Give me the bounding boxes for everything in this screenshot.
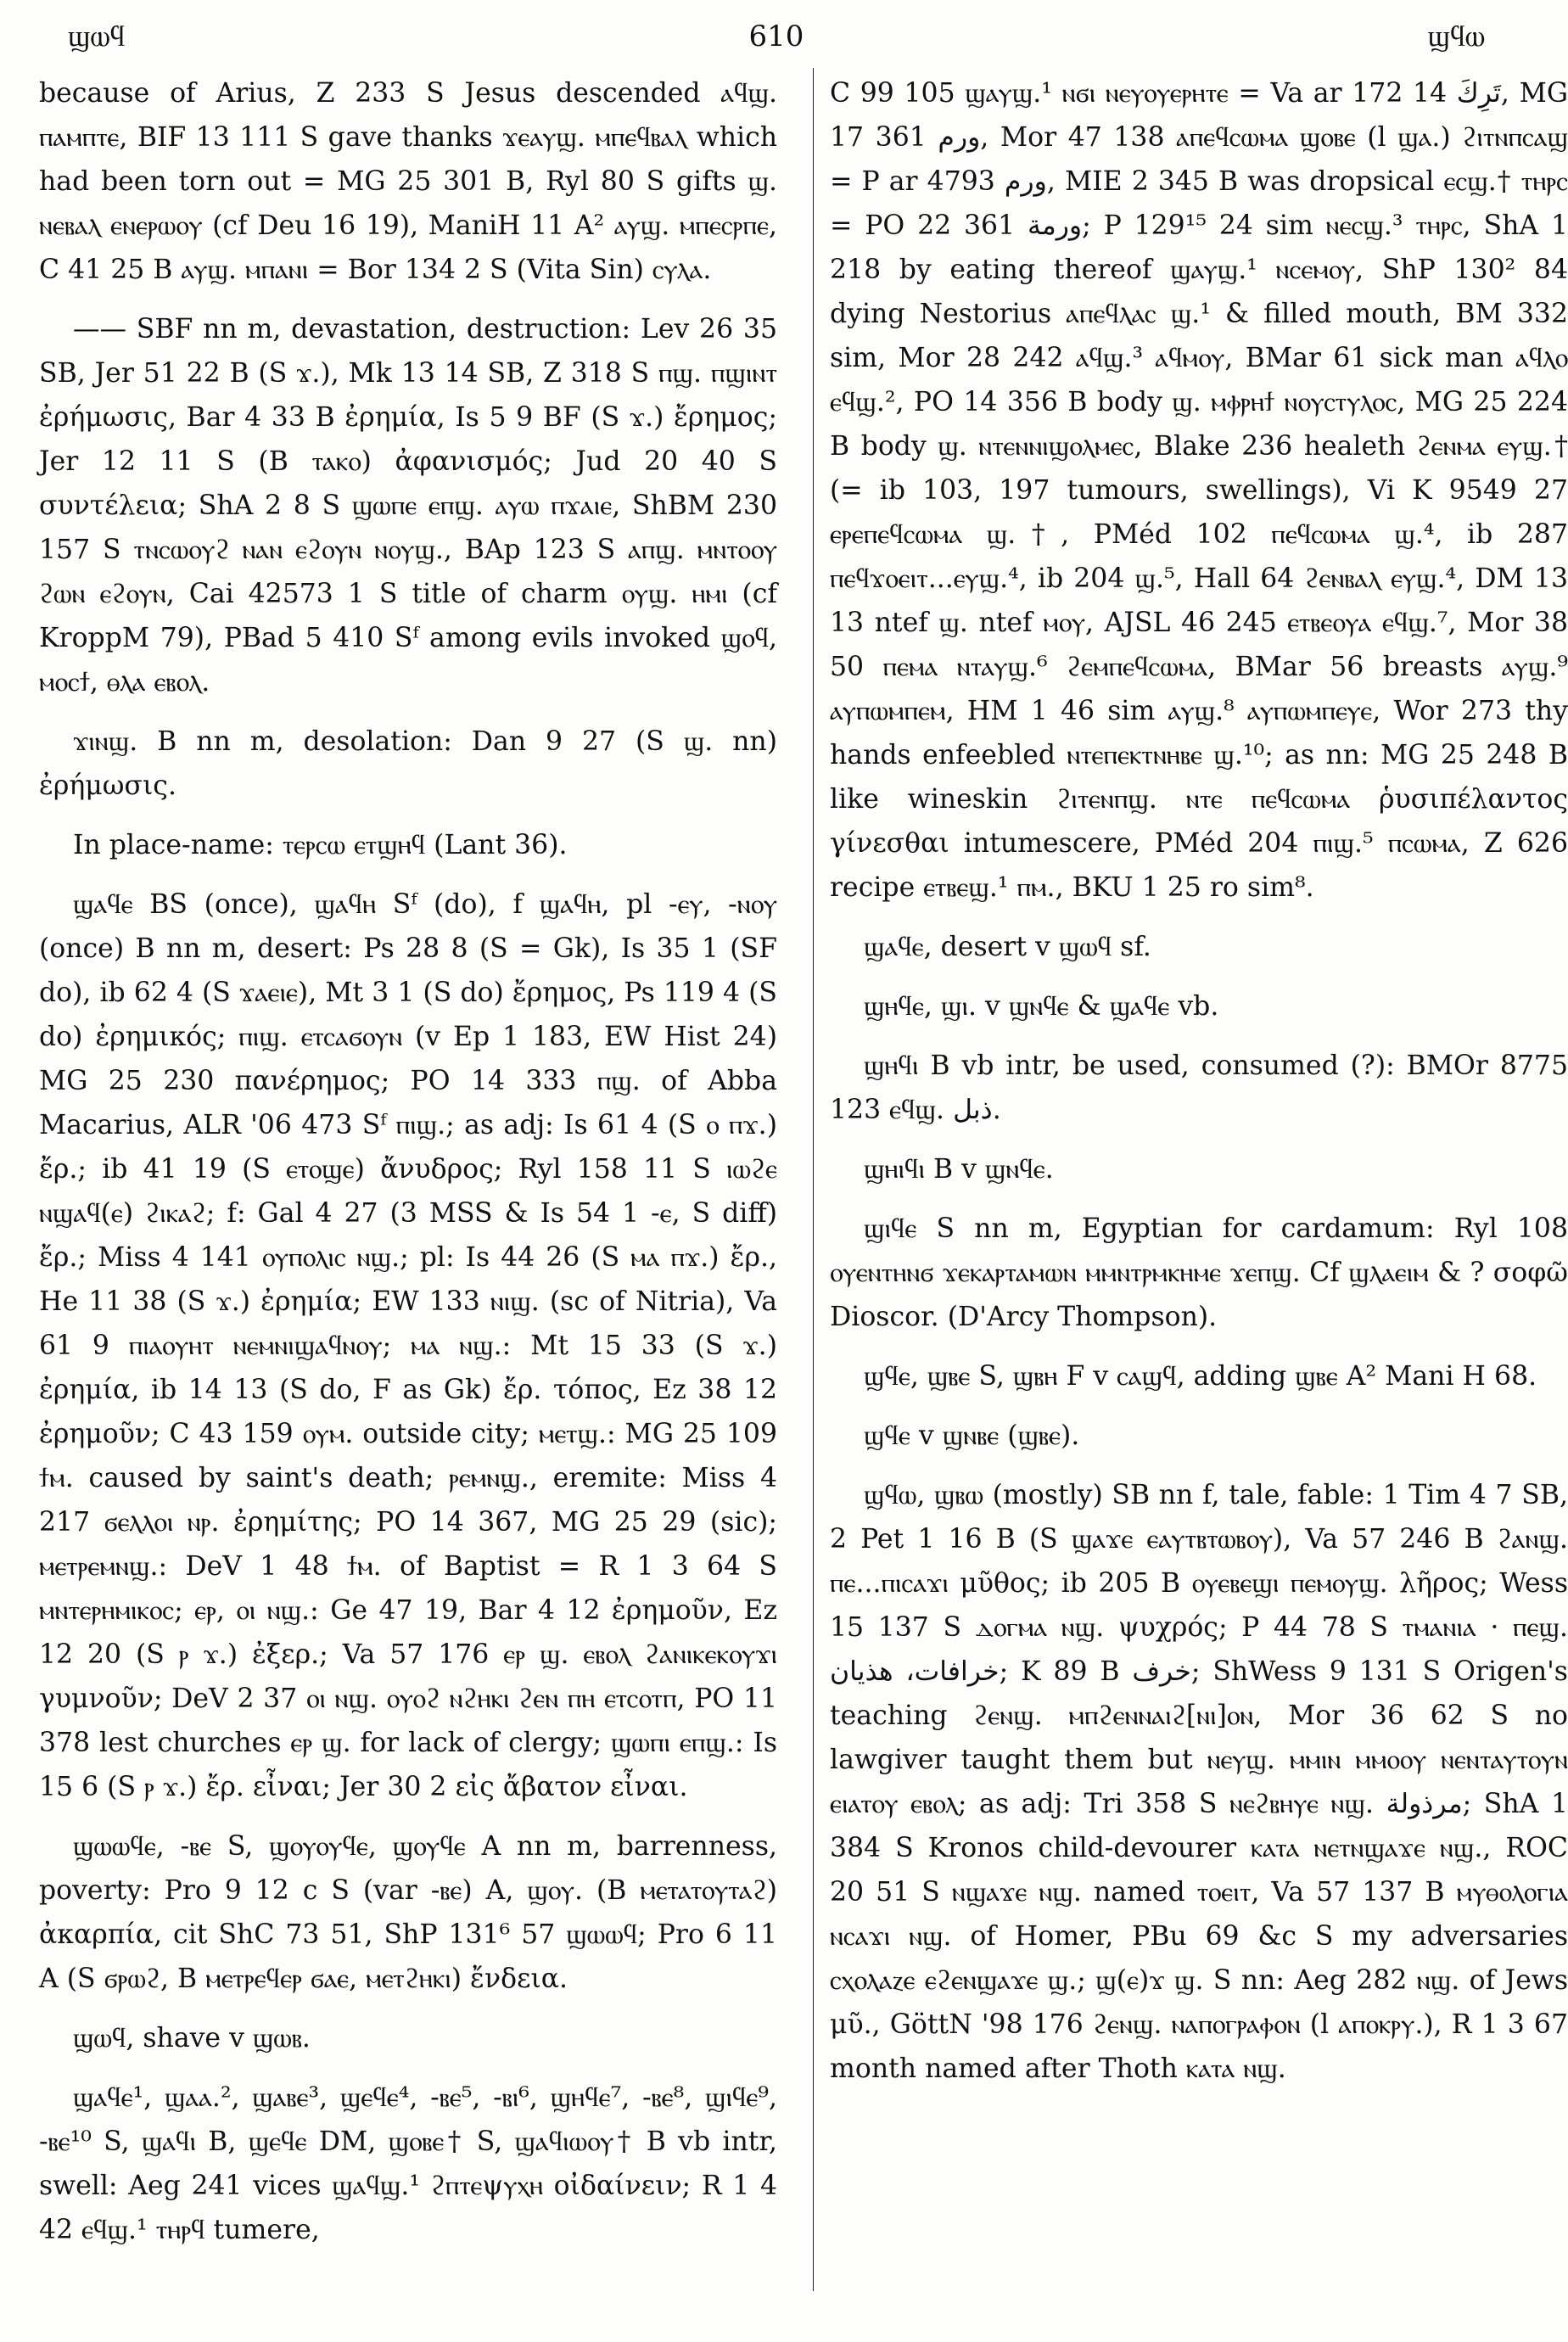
entry-text: ϣⲏϥⲓ B vb intr, be used, consumed (?): BMOr 8775 123 ⲉϥϣ. ذبل. [830,1051,1568,1125]
entry-text: In place-name: ⲧⲉⲣⲥⲱ ⲉⲧϣⲏϥ (Lant 36). [73,830,568,860]
entry-text: ϫⲓⲛϣ. B nn m, desolation: Dan 9 27 (S ϣ. nn) ἐρήμωσις. [39,726,777,801]
entry-text: ϣⲏϥⲉ, ϣⲓ. v ϣⲛϥⲉ & ϣⲁϥⲉ vb. [864,991,1219,1022]
entry-text: ϣⲁϥⲉ¹, ϣⲁⲁ.², ϣⲁⲃⲉ³, ϣⲉϥⲉ⁴, -ⲃⲉ⁵, -ⲃⲓ⁶, ϣⲏϥⲉ⁷, -ⲃⲉ⁸, ϣⲓϥⲉ⁹, -ⲃⲉ¹⁰ S, ϣⲁϥⲓ B, ϣⲉϥⲉ DM, ϣⲟⲃⲉ† S, ϣⲁϥⲓⲱⲟⲩ† B vb intr, swell: Aeg 241 vices ϣⲁϥϣ.¹ ϩⲡⲧⲉψⲩⲭⲏ οἰδαίνειν; R 1 4 42 ⲉϥϣ.¹ ⲧⲏⲣϥ tumere, [39,2082,777,2245]
entry-text: ϣϥⲉ v ϣⲛⲃⲉ (ϣⲃⲉ). [864,1420,1080,1451]
entry-text: ϣⲏⲓϥⲓ B v ϣⲛϥⲉ. [864,1154,1054,1185]
entry-text: ϣϥⲉ, ϣⲃⲉ S, ϣⲃⲏ F v ⲥⲁϣϥ, adding ϣⲃⲉ A² Mani H 68. [864,1361,1537,1392]
entry-text: ϣⲁϥⲉ BS (once), ϣⲁϥⲏ Sᶠ (do), f ϣⲁϥⲏ, pl -ⲉⲩ, -ⲛⲟⲩ (once) B nn m, desert: Ps 28 8 (S = Gk), Is 35 1 (SF do), ib 62 4 (S ϫⲁⲉⲓⲉ), Mt 3 1 (S do) ἔρημος, Ps 119 4 (S do) ἐρημικός; ⲡⲓϣ. ⲉⲧⲥⲁϭⲟⲩⲛ (v Ep 1 183, EW Hist 24) MG 25 230 πανέρημος; PO 14 333 ⲡϣ. of Abba Macarius, ALR '06 473 Sᶠ ⲡⲓϣ.; as adj: Is 61 4 (S ⲟ ⲡϫ.) ἔρ.; ib 41 19 (S ⲉⲧⲟϣⲉ) ἄνυδρος; Ryl 158 11 S ⲓⲱϩⲉ ⲛϣⲁϥ(ⲉ) ϩⲓⲕⲁϩ; f: Gal 4 27 (3 MSS & Is 54 1 -ⲉ, S diff) ἔρ.; Miss 4 141 ⲟⲩⲡⲟⲗⲓⲥ ⲛϣ.; pl: Is 44 26 (S ⲙⲁ ⲡϫ.) ἔρ., He 11 38 (S ϫ.) ἐρημία; EW 133 ⲛⲓϣ. (sc of Nitria), Va 61 9 ⲡⲓⲁⲟⲩⲏⲧ ⲛⲉⲙⲛⲓϣⲁϥⲛⲟⲩ; ⲙⲁ ⲛϣ.: Mt 15 33 (S ϫ.) ἐρημία, ib 14 13 (S do, F as Gk) ἔρ. τόπος, Ez 38 12 ἐρημοῦν; C 43 159 ⲟⲩⲙ. outside city; ⲙⲉⲧϣ.: MG 25 109 ϯⲙ. caused by saint's death; ⲣⲉⲙⲛϣ., eremite: Miss 4 217 ϭⲉⲗⲗⲟⲓ ⲛⲣ. ἐρημίτης; PO 14 367, MG 25 29 (sic); ⲙⲉⲧⲣⲉⲙⲛϣ.: DeV 1 48 ϯⲙ. of Baptist = R 1 3 64 S ⲙⲛⲧⲉⲣⲏⲙⲓⲕⲟⲥ; ⲉⲣ, ⲟⲓ ⲛϣ.: Ge 47 19, Bar 4 12 ἐρημοῦν, Ez 12 20 (S ⲣ ϫ.) ἐξερ.; Va 57 176 ⲉⲣ ϣ. ⲉⲃⲟⲗ ϩⲁⲛⲓⲕⲉⲕⲟⲩϫⲓ γυμνοῦν; DeV 2 37 ⲟⲓ ⲛϣ. ⲟⲩⲟϩ ⲛϩⲏⲕⲓ ϩⲉⲛ ⲡⲏ ⲉⲧⲥⲟⲧⲡ, PO 11 378 lest churches ⲉⲣ ϣ. for lack of clergy; ϣⲱⲡⲓ ⲉⲡϣ.: Is 15 6 (S ⲣ ϫ.) ἔρ. εἶναι; Jer 30 2 εἰς ἄβατον εἶναι. [39,889,777,1802]
entry-text: ϣⲱϥ, shave v ϣⲱⲃ. [73,2023,311,2053]
entry-text: ϣⲓϥⲉ S nn m, Egyptian for cardamum: Ryl 108 ⲟⲩⲉⲛⲧⲏⲛϭ ϫⲉⲕⲁⲣⲧⲁⲙⲱⲛ ⲙⲙⲛⲧⲣⲙⲕⲏⲙⲉ ϫⲉⲡϣ. Cf ϣⲗⲁⲉⲓⲙ & ? σοφῶ Dioscor. (D'Arcy Thompson). [830,1213,1568,1332]
entry-text: —— SBF nn m, devastation, destruction: Lev 26 35 SB, Jer 51 22 B (S ϫ.), Mk 13 14 SB, Z 318 S ⲡϣ. ⲡϣⲓⲛⲧ ἐρήμωσις, Bar 4 33 B ἐρημία, Is 5 9 BF (S ϫ.) ἔρημος; Jer 12 11 S (B ⲧⲁⲕⲟ) ἀφανισμός; Jud 20 40 S συντέλεια; ShA 2 8 S ϣⲱⲡⲉ ⲉⲡϣ. ⲁⲩⲱ ⲡϫⲁⲓⲉ, ShBM 230 157 S ⲧⲛⲥⲱⲟⲩϩ ⲛⲁⲛ ⲉϩⲟⲩⲛ ⲛⲟⲩϣ., BAp 123 S ⲁⲡϣ. ⲙⲛⲧⲟⲟⲩ ϩⲱⲛ ⲉϩⲟⲩⲛ, Cai 42573 1 S title of charm ⲟⲩϣ. ⲏⲙⲓ (cf KroppM 79), PBad 5 410 Sᶠ among evils invoked ϣⲟϥ, ⲙⲟⲥϯ, ⲑⲗⲁ ⲉⲃⲟⲗ. [39,314,777,698]
entry-text: because of Arius, Z 233 S Jesus descended ⲁϥϣ. ⲡⲁⲙⲡⲧⲉ, BIF 13 111 S gave thanks ϫⲉⲁⲩϣ. ⲙⲡⲉϥⲃⲁⲗ which had been torn out = MG 25 301 B, Ryl 80 S gifts ϣ. ⲛⲉⲃⲁⲗ ⲉⲛⲉⲣⲱⲟⲩ (cf Deu 16 19), ManiH 11 A² ⲁⲩϣ. ⲙⲡⲉⲥⲣⲡⲉ, C 41 25 B ⲁⲩϣ. ⲙⲡⲁⲛⲓ = Bor 134 2 S (Vita Sin) ⲥⲩⲗⲁ. [39,78,777,285]
entry-text: ϣⲁϥⲉ, desert v ϣⲱϥ sf. [864,932,1151,962]
running-head-right: ϣϥⲱ [1427,20,1485,53]
page-number: 610 [748,20,804,53]
entry-text: ϣⲱⲱϥⲉ, -ⲃⲉ S, ϣⲟⲩⲟⲩϥⲉ, ϣⲟⲩϥⲉ A nn m, barrenness, poverty: Pro 9 12 c S (var -ⲃⲉ) A, ϣⲟⲩ. (B ⲙⲉⲧⲁⲧⲟⲩⲧⲁϩ) ἀκαρπία, cit ShC 73 51, ShP 131⁶ 57 ϣⲱⲱϥ; Pro 6 11 A (S ϭⲣⲱϩ, B ⲙⲉⲧⲣⲉϥⲉⲣ ϭⲁⲉ, ⲙⲉⲧϩⲏⲕⲓ) ἔνδεια. [39,1831,777,1994]
running-head-left: ϣⲱϥ [68,20,126,53]
right-column [830,71,1568,2106]
column-divider [813,68,814,2291]
left-column [39,71,777,2267]
entry-text: C 99 105 ϣⲁⲩϣ.¹ ⲛϭⲓ ⲛⲉⲩⲟⲩⲉⲣⲏⲧⲉ = Va ar 172 14 تَرِكَ, MG 17 361 ورم, Mor 47 138 ⲁⲡⲉϥⲥⲱⲙⲁ ϣⲟⲃⲉ (l ϣⲁ.) ϩⲓⲧⲛⲡⲥⲁϣ = P ar 4793 ورم, MIE 2 345 B was dropsical ⲉⲥϣ.† ⲧⲏⲣⲥ = PO 22 361 ورمة; P 129¹⁵ 24 sim ⲛⲉⲥϣ.³ ⲧⲏⲣⲥ, ShA 1 218 by eating thereof ϣⲁⲩϣ.¹ ⲛⲥⲉⲙⲟⲩ, ShP 130² 84 dying Nestorius ⲁⲡⲉϥⲗⲁⲥ ϣ.¹ & filled mouth, BM 332 sim, Mor 28 242 ⲁϥϣ.³ ⲁϥⲙⲟⲩ, BMar 61 sick man ⲁϥⲗⲟ ⲉϥϣ.², PO 14 356 B body ϣ. ⲙⲫⲣⲏϯ ⲛⲟⲩⲥⲧⲩⲗⲟⲥ, MG 25 224 B body ϣ. ⲛⲧⲉⲛⲛⲓϣⲟⲗⲙⲉⲥ, Blake 236 healeth ϩⲉⲛⲙⲁ ⲉⲩϣ.† (= ib 103, 197 tumours, swellings), Vi K 9549 27 ⲉⲣⲉⲡⲉϥⲥⲱⲙⲁ ϣ.†, PMéd 102 ⲡⲉϥⲥⲱⲙⲁ ϣ.⁴, ib 287 ⲡⲉϥϫⲟⲉⲓⲧ...ⲉⲩϣ.⁴, ib 204 ϣ.⁵, Hall 64 ϩⲉⲛⲃⲁⲗ ⲉⲩϣ.⁴, DM 13 13 ntef ϣ. ntef ⲙⲟⲩ, AJSL 46 245 ⲉⲧⲃⲉⲟⲩⲁ ⲉϥϣ.⁷, Mor 38 50 ⲡⲉⲙⲁ ⲛⲧⲁⲩϣ.⁶ ϩⲉⲙⲡⲉϥⲥⲱⲙⲁ, BMar 56 breasts ⲁⲩϣ.⁹ ⲁⲩⲡⲱⲙⲡⲉⲙ, HM 1 46 sim ⲁⲩϣ.⁸ ⲁⲩⲡⲱⲙⲡⲉⲩⲉ, Wor 273 thy hands enfeebled ⲛⲧⲉⲡⲉⲕⲧⲛⲏⲃⲉ ϣ.¹⁰; as nn: MG 25 248 B like wineskin ϩⲓⲧⲉⲛⲡϣ. ⲛⲧⲉ ⲡⲉϥⲥⲱⲙⲁ ῥυσιπέλαντος γίνεσθαι intumescere, PMéd 204 ⲡⲓϣ.⁵ ⲡⲥⲱⲙⲁ, Z 626 recipe ⲉⲧⲃⲉϣ.¹ ⲡⲙ., BKU 1 25 ro sim⁸. [830,78,1568,903]
entry-text: ϣϥⲱ, ϣⲃⲱ (mostly) SB nn f, tale, fable: 1 Tim 4 7 SB, 2 Pet 1 16 B (S ϣⲁϫⲉ ⲉⲁⲩⲧⲃⲧⲱⲃⲟⲩ), Va 57 246 B ϩⲁⲛϣ. ⲡⲉ...ⲡⲓⲥⲁϫⲓ μῦθος; ib 205 B ⲟⲩⲉⲃⲉϣⲓ ⲡⲉⲙⲟⲩϣ. λῆρος; Wess 15 137 S ⲇⲟⲅⲙⲁ ⲛϣ. ψυχρός; P 44 78 S ⲧⲙⲁⲛⲓⲁ · ⲡⲉϣ. خرافات، هذيان; K 89 B خرف; ShWess 9 131 S Origen's teaching ϩⲉⲛϣ. ⲙⲡϩⲉⲛⲛⲁⲓϩ[ⲛⲓ]ⲟⲛ, Mor 36 62 S no lawgiver taught them but ⲛⲉⲩϣ. ⲙⲙⲓⲛ ⲙⲙⲟⲟⲩ ⲛⲉⲛⲧⲁⲩⲧⲟⲩⲛ ⲉⲓⲁⲧⲟⲩ ⲉⲃⲟⲗ; as adj: Tri 358 S ⲛⲉϩⲃⲏⲩⲉ ⲛϣ. مرذولة; ShA 1 384 S Kronos child-devourer ⲕⲁⲧⲁ ⲛⲉⲧⲛϣⲁϫⲉ ⲛϣ., ROC 20 51 S ⲛϣⲁϫⲉ ⲛϣ. named ⲧⲟⲉⲓⲧ, Va 57 137 B ⲙⲩⲑⲟⲗⲟⲅⲓⲁ ⲛⲥⲁϫⲓ ⲛϣ. of Homer, PBu 69 &c S my adversaries ⲥⲭⲟⲗⲁⲍⲉ ⲉϩⲉⲛϣⲁϫⲉ ϣ.; ϣ(ⲉ)ϫ ϣ. S nn: Aeg 282 ⲛϣ. of Jews μῦ., GöttN '98 176 ϩⲉⲛϣ. ⲛⲁⲡⲟⲅⲣⲁⲫⲟⲛ (l ⲁⲡⲟⲕⲣⲩ.), R 1 3 67 month named after Thoth ⲕⲁⲧⲁ ⲛϣ. [830,1480,1568,2084]
page-header [34,15,1519,58]
